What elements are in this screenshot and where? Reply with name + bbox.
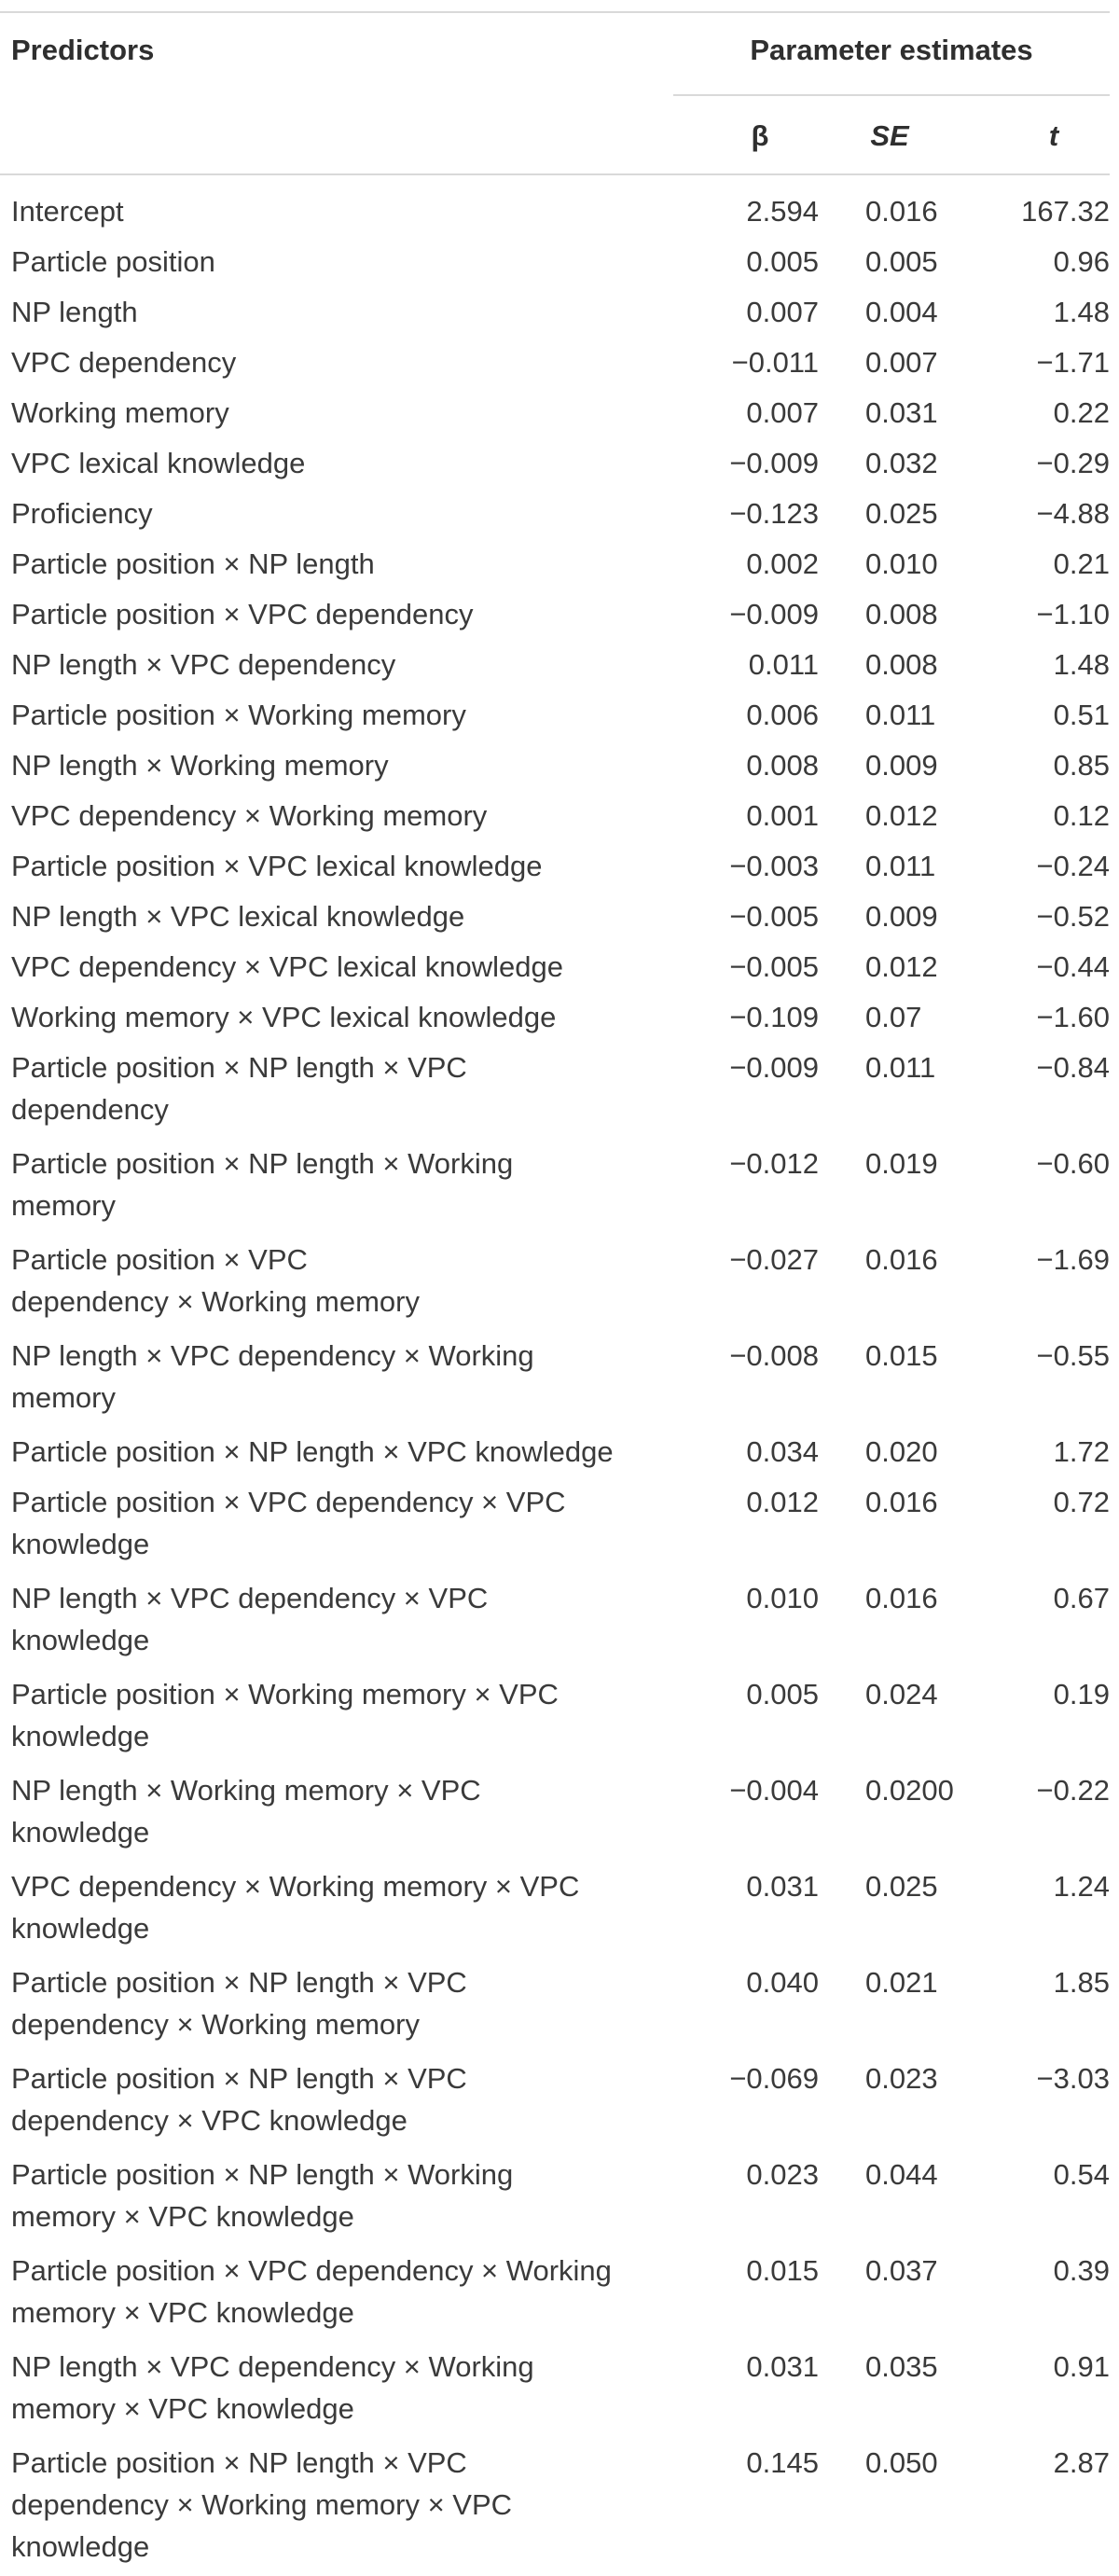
predictor-label [0, 1673, 653, 1757]
beta-value: 0.010 [746, 1582, 819, 1614]
t-value: 1.24 [1053, 1870, 1110, 1903]
predictor-label-line: Particle position × NP length × VPC [11, 2062, 467, 2095]
predictor-label-line: dependency × Working memory [11, 2008, 420, 2041]
se-value: 0.015 [865, 1339, 938, 1372]
predictor-label-line: Particle position × NP length × Working [11, 1147, 514, 1180]
predictor-label-line: dependency [11, 1093, 169, 1126]
predictor-label-line: NP length × Working memory × VPC [11, 1774, 481, 1807]
predictor-label-line: memory × VPC knowledge [11, 2392, 354, 2425]
t-value: −0.22 [1036, 1774, 1110, 1807]
t-value: 1.48 [1053, 648, 1110, 681]
table-row [0, 791, 1110, 841]
t-value: −1.71 [1036, 346, 1110, 379]
se-value: 0.012 [865, 799, 938, 832]
beta-value: −0.008 [729, 1339, 819, 1372]
beta-value: 0.002 [746, 547, 819, 580]
t-value: −1.10 [1036, 598, 1110, 630]
predictor-label-line: knowledge [11, 1816, 150, 1849]
t-value: 2.87 [1053, 2446, 1110, 2479]
predictor-label: NP length × VPC lexical knowledge [11, 900, 465, 933]
table-row [0, 1427, 1110, 1477]
table-row [0, 2054, 1110, 2150]
header-se: SE [870, 119, 909, 152]
predictor-label-line: Particle position × VPC [11, 1243, 308, 1276]
predictor-label: VPC lexical knowledge [11, 447, 306, 479]
se-value: 0.019 [865, 1147, 938, 1180]
predictor-label: VPC dependency [11, 346, 237, 379]
predictor-label [0, 1961, 653, 2045]
beta-value: −0.009 [729, 447, 819, 479]
se-value: 0.050 [865, 2446, 938, 2479]
predictor-label-line: knowledge [11, 2530, 150, 2563]
se-value: 0.035 [865, 2350, 938, 2383]
table-row [0, 2246, 1110, 2342]
se-value: 0.011 [865, 850, 936, 882]
beta-value: 0.005 [746, 245, 819, 278]
table-row [0, 287, 1110, 338]
predictor-label [0, 1481, 653, 1565]
beta-value: 0.031 [746, 1870, 819, 1903]
table-row [0, 942, 1110, 992]
table-row [0, 1573, 1110, 1669]
t-value: 0.39 [1053, 2254, 1110, 2287]
t-value: 0.85 [1053, 749, 1110, 782]
table-row [0, 640, 1110, 690]
predictor-label-line: memory × VPC knowledge [11, 2200, 354, 2233]
beta-value: 0.006 [746, 699, 819, 731]
se-value: 0.008 [865, 598, 938, 630]
header-bottom-rule [0, 173, 1110, 175]
table-row [0, 2150, 1110, 2246]
se-value: 0.016 [865, 1486, 938, 1518]
beta-value: 2.594 [746, 195, 819, 228]
se-value: 0.009 [865, 900, 938, 933]
predictor-label-line: dependency × Working memory × VPC [11, 2488, 513, 2521]
t-value: −0.52 [1036, 900, 1110, 933]
predictor-label: Particle position × Working memory [11, 699, 466, 731]
header-beta: β [751, 119, 769, 152]
predictor-label-line: NP length × VPC dependency × Working [11, 2350, 534, 2383]
table-row [0, 1235, 1110, 1331]
se-value: 0.008 [865, 648, 938, 681]
se-value: 0.011 [865, 1051, 936, 1084]
predictor-label: NP length [11, 296, 138, 328]
beta-value: 0.023 [746, 2158, 819, 2191]
predictor-label: VPC dependency × VPC lexical knowledge [11, 950, 563, 983]
t-value: 0.12 [1053, 799, 1110, 832]
predictor-label-line: dependency × Working memory [11, 1285, 420, 1318]
predictor-label [0, 2442, 653, 2568]
beta-value: 0.012 [746, 1486, 819, 1518]
predictor-label-line: knowledge [11, 1720, 150, 1752]
table-row [0, 690, 1110, 741]
predictor-label [0, 1143, 653, 1226]
predictor-label [0, 1046, 653, 1130]
beta-value: −0.011 [731, 346, 819, 379]
beta-value: 0.001 [746, 799, 819, 832]
se-value: 0.011 [865, 699, 936, 731]
t-value: 0.67 [1053, 1582, 1110, 1614]
t-value: 0.19 [1053, 1678, 1110, 1710]
se-value: 0.021 [865, 1966, 938, 1999]
predictor-label: NP length × VPC dependency [11, 648, 396, 681]
predictor-label [0, 2154, 653, 2237]
header-parameter-estimates: Parameter estimates [750, 34, 1033, 66]
predictor-label: Intercept [11, 195, 124, 228]
beta-value: 0.008 [746, 749, 819, 782]
t-value: 1.85 [1053, 1966, 1110, 1999]
se-value: 0.007 [865, 346, 938, 379]
table-row [0, 1043, 1110, 1139]
t-value: 1.48 [1053, 296, 1110, 328]
predictor-label [0, 1769, 653, 1853]
t-value: 1.72 [1053, 1435, 1110, 1468]
predictor-label-line: NP length × VPC dependency × Working [11, 1339, 534, 1372]
t-value: −0.24 [1036, 850, 1110, 882]
se-value: 0.037 [865, 2254, 938, 2287]
table-row [0, 1766, 1110, 1862]
se-value: 0.0200 [865, 1774, 954, 1807]
predictor-label [0, 1865, 653, 1949]
beta-value: −0.027 [729, 1243, 819, 1276]
t-value: −3.03 [1036, 2062, 1110, 2095]
predictor-label-line: Particle position × NP length × VPC [11, 1051, 467, 1084]
predictor-label: Particle position × NP length × VPC knowledge [11, 1435, 614, 1468]
predictor-label: Working memory [11, 396, 229, 429]
beta-value: 0.031 [746, 2350, 819, 2383]
se-value: 0.020 [865, 1435, 938, 1468]
table-top-rule [0, 11, 1110, 13]
se-value: 0.025 [865, 1870, 938, 1903]
t-value: 0.91 [1053, 2350, 1110, 2383]
beta-value: −0.003 [729, 850, 819, 882]
t-value: 0.96 [1053, 245, 1110, 278]
predictor-label-line: knowledge [11, 1624, 150, 1656]
beta-value: 0.034 [746, 1435, 819, 1468]
predictor-label: NP length × Working memory [11, 749, 389, 782]
predictor-label: VPC dependency × Working memory [11, 799, 488, 832]
table-row [0, 2438, 1110, 2576]
header-predictors: Predictors [11, 34, 155, 66]
se-value: 0.010 [865, 547, 938, 580]
se-value: 0.004 [865, 296, 938, 328]
se-value: 0.016 [865, 1243, 938, 1276]
predictor-label [0, 1239, 653, 1323]
se-value: 0.024 [865, 1678, 938, 1710]
predictor-label-line: Particle position × VPC dependency × VPC [11, 1486, 566, 1518]
beta-value: 0.007 [746, 396, 819, 429]
se-value: 0.016 [865, 195, 938, 228]
t-value: 0.72 [1053, 1486, 1110, 1518]
predictor-label-line: Particle position × NP length × Working [11, 2158, 514, 2191]
beta-value: 0.005 [746, 1678, 819, 1710]
beta-value: 0.007 [746, 296, 819, 328]
predictor-label [0, 1577, 653, 1661]
table-row [0, 539, 1110, 589]
predictor-label-line: memory [11, 1381, 116, 1414]
table-row [0, 1862, 1110, 1958]
predictor-label-line: Particle position × NP length × VPC [11, 1966, 467, 1999]
table-row [0, 388, 1110, 438]
t-value: −0.29 [1036, 447, 1110, 479]
header-t: t [1048, 119, 1059, 152]
predictor-label-line: Particle position × VPC dependency × Working [11, 2254, 612, 2287]
predictor-label: Particle position × VPC dependency [11, 598, 474, 630]
beta-value: −0.009 [729, 1051, 819, 1084]
se-value: 0.07 [865, 1001, 922, 1033]
t-value: 0.22 [1053, 396, 1110, 429]
predictor-label-line: NP length × VPC dependency × VPC [11, 1582, 489, 1614]
predictor-label-line: knowledge [11, 1912, 150, 1945]
predictor-label [0, 2346, 653, 2430]
beta-value: −0.109 [729, 1001, 819, 1033]
t-value: −4.88 [1036, 497, 1110, 530]
table-row [0, 1331, 1110, 1427]
predictor-label-line: memory [11, 1189, 116, 1222]
table-row [0, 992, 1110, 1043]
se-value: 0.012 [865, 950, 938, 983]
predictor-label [0, 2057, 653, 2141]
beta-value: 0.015 [746, 2254, 819, 2287]
predictor-label-line: memory × VPC knowledge [11, 2296, 354, 2329]
table-row [0, 237, 1110, 287]
table-row [0, 589, 1110, 640]
table-row [0, 741, 1110, 791]
table-row [0, 187, 1110, 237]
predictor-label [0, 1335, 653, 1419]
beta-value: −0.004 [729, 1774, 819, 1807]
beta-value: −0.005 [729, 950, 819, 983]
se-value: 0.023 [865, 2062, 938, 2095]
table-body [0, 187, 1110, 2576]
table-row [0, 338, 1110, 388]
beta-value: −0.005 [729, 900, 819, 933]
t-value: −0.84 [1036, 1051, 1110, 1084]
t-value: 0.51 [1053, 699, 1110, 731]
beta-value: −0.012 [729, 1147, 819, 1180]
predictor-label: Particle position [11, 245, 215, 278]
predictor-label-line: VPC dependency × Working memory × VPC [11, 1870, 580, 1903]
predictor-label-line: dependency × VPC knowledge [11, 2104, 408, 2137]
t-value: −1.69 [1036, 1243, 1110, 1276]
predictor-label: Working memory × VPC lexical knowledge [11, 1001, 557, 1033]
t-value: 0.54 [1053, 2158, 1110, 2191]
predictor-label-line: knowledge [11, 1528, 150, 1560]
t-value: −0.60 [1036, 1147, 1110, 1180]
t-value: −0.44 [1036, 950, 1110, 983]
se-value: 0.032 [865, 447, 938, 479]
table-row [0, 1477, 1110, 1573]
table-row [0, 1958, 1110, 2054]
predictor-label: Particle position × VPC lexical knowledge [11, 850, 543, 882]
table-row [0, 438, 1110, 489]
beta-value: 0.040 [746, 1966, 819, 1999]
table-row [0, 1669, 1110, 1766]
t-value: 167.32 [1021, 195, 1110, 228]
beta-value: 0.145 [746, 2446, 819, 2479]
se-value: 0.031 [865, 396, 938, 429]
header-span-rule [673, 94, 1110, 96]
t-value: −1.60 [1036, 1001, 1110, 1033]
table-row [0, 892, 1110, 942]
predictor-label: Proficiency [11, 497, 153, 530]
predictor-label-line: Particle position × Working memory × VPC [11, 1678, 559, 1710]
beta-value: −0.123 [729, 497, 819, 530]
se-value: 0.009 [865, 749, 938, 782]
beta-value: 0.011 [748, 648, 819, 681]
predictor-label: Particle position × NP length [11, 547, 375, 580]
table-row [0, 2342, 1110, 2438]
se-value: 0.044 [865, 2158, 938, 2191]
table-row [0, 1139, 1110, 1235]
table-row [0, 489, 1110, 539]
predictor-label [0, 2250, 653, 2334]
se-value: 0.005 [865, 245, 938, 278]
se-value: 0.025 [865, 497, 938, 530]
table-row [0, 841, 1110, 892]
predictor-label-line: Particle position × NP length × VPC [11, 2446, 467, 2479]
beta-value: −0.009 [729, 598, 819, 630]
t-value: −0.55 [1036, 1339, 1110, 1372]
beta-value: −0.069 [729, 2062, 819, 2095]
t-value: 0.21 [1053, 547, 1110, 580]
se-value: 0.016 [865, 1582, 938, 1614]
